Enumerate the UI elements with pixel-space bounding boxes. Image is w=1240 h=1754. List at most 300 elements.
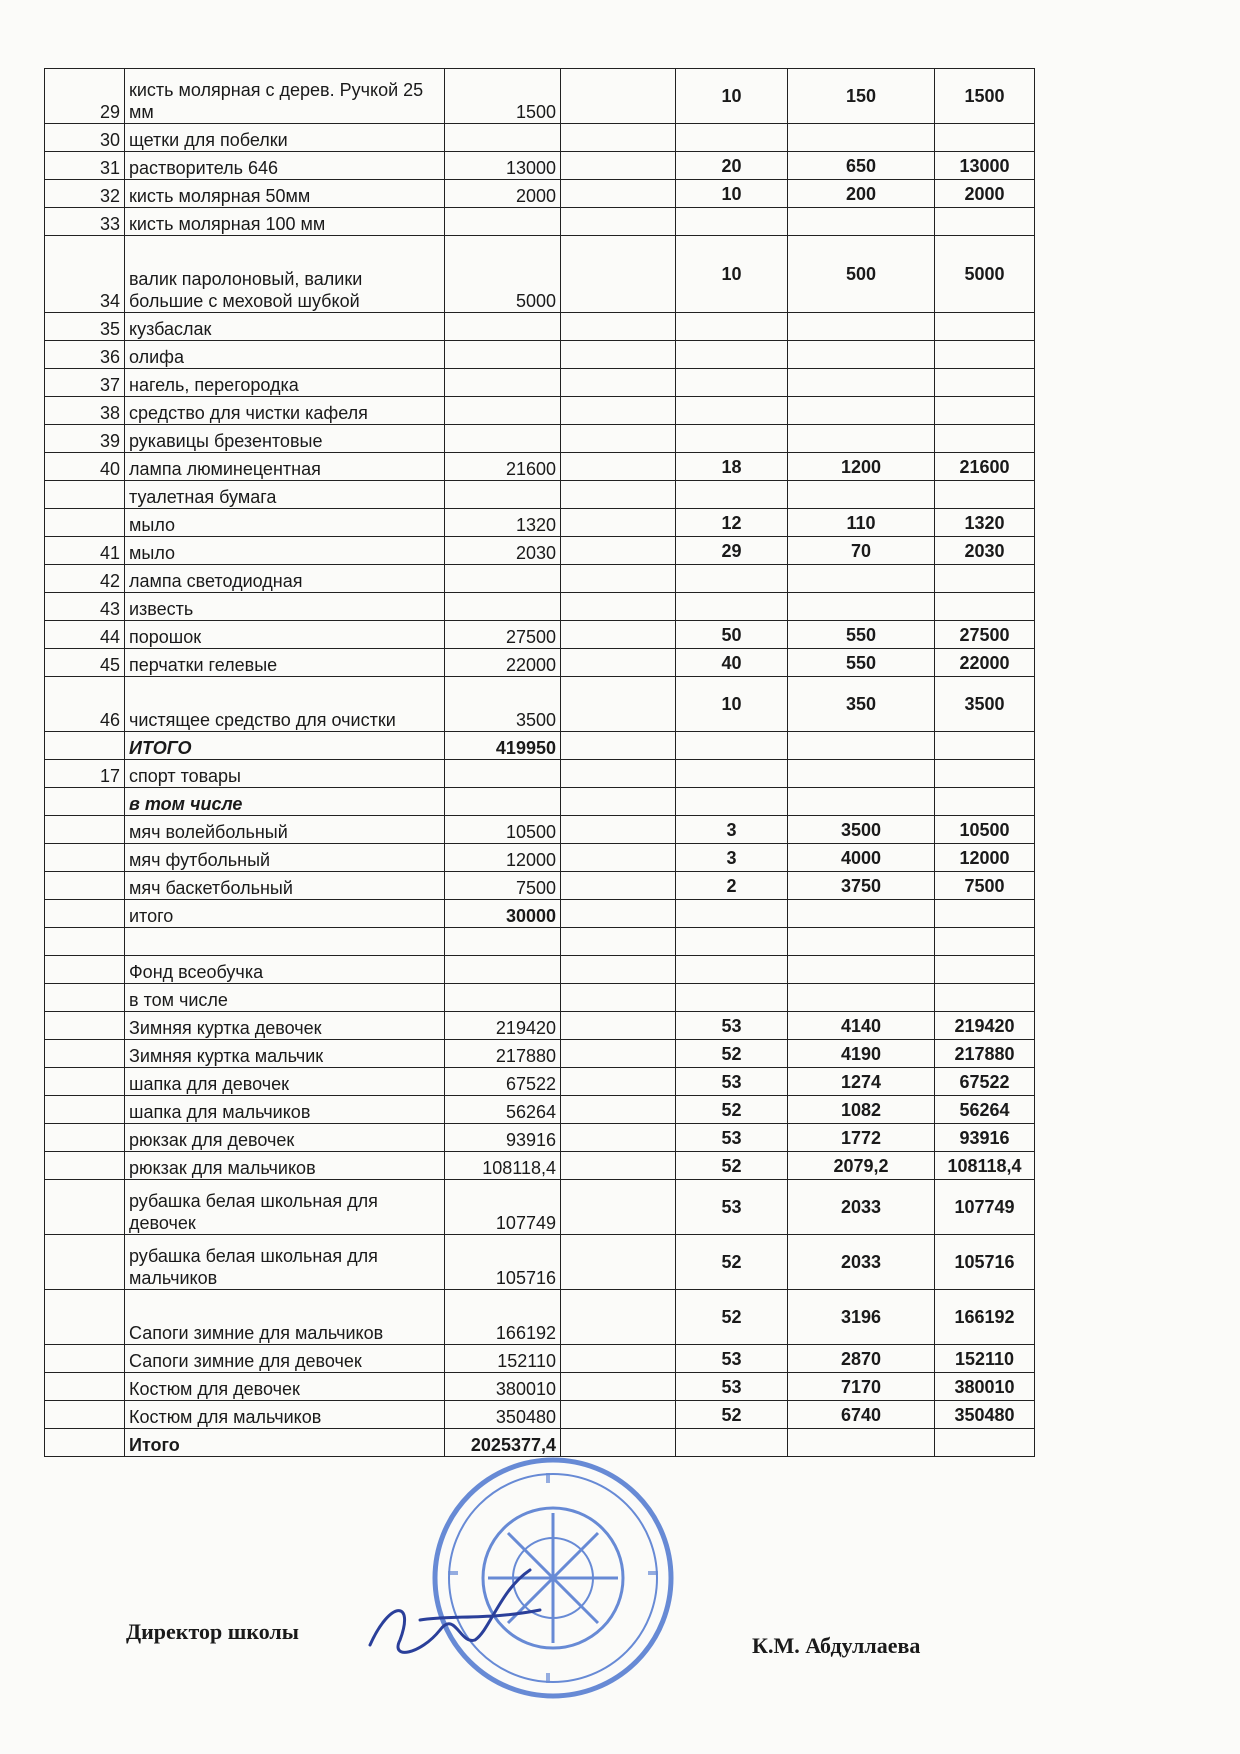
table-row [45,236,1035,313]
quantity-cell: 10 [676,236,788,313]
table-row [45,984,1035,1012]
sum-cell [935,900,1035,928]
item-name-cell: шапка для девочек [125,1068,445,1096]
item-total-cell [445,788,561,816]
empty-cell [561,956,676,984]
row-number-cell [45,1096,125,1124]
sum-cell [935,565,1035,593]
item-name-cell: Сапоги зимние для девочек [125,1345,445,1373]
sum-cell: 22000 [935,649,1035,677]
unit-price-cell: 4000 [788,844,935,872]
item-name-cell: порошок [125,621,445,649]
sum-cell: 1320 [935,509,1035,537]
unit-price-cell [788,313,935,341]
sum-cell: 219420 [935,1012,1035,1040]
empty-cell [561,788,676,816]
unit-price-cell [788,984,935,1012]
empty-cell [561,1040,676,1068]
sum-cell: 108118,4 [935,1152,1035,1180]
item-total-cell: 30000 [445,900,561,928]
sum-cell [935,341,1035,369]
item-name-cell: Сапоги зимние для мальчиков [125,1290,445,1345]
item-name-cell: Итого [125,1429,445,1457]
empty-cell [561,1373,676,1401]
sum-cell: 7500 [935,872,1035,900]
item-total-cell: 12000 [445,844,561,872]
table-row [45,844,1035,872]
empty-cell [561,872,676,900]
unit-price-cell: 200 [788,180,935,208]
item-name-cell: Зимняя куртка девочек [125,1012,445,1040]
empty-cell [561,1235,676,1290]
unit-price-cell [788,900,935,928]
item-name-cell: Костюм для мальчиков [125,1401,445,1429]
empty-cell [561,816,676,844]
item-name-cell: в том числе [125,788,445,816]
table-row [45,180,1035,208]
row-number-cell [45,1373,125,1401]
item-name-cell: рубашка белая школьная для девочек [125,1180,445,1235]
quantity-cell: 20 [676,152,788,180]
sum-cell [935,928,1035,956]
item-total-cell: 5000 [445,236,561,313]
item-name-cell: Зимняя куртка мальчик [125,1040,445,1068]
item-total-cell [445,956,561,984]
item-total-cell: 7500 [445,872,561,900]
row-number-cell [45,1012,125,1040]
item-name-cell: кисть молярная с дерев. Ручкой 25 мм [125,69,445,124]
sum-cell: 56264 [935,1096,1035,1124]
item-total-cell: 166192 [445,1290,561,1345]
signature-block [0,1615,1240,1695]
empty-cell [561,236,676,313]
empty-cell [561,124,676,152]
unit-price-cell [788,369,935,397]
sum-cell [935,760,1035,788]
sum-cell [935,732,1035,760]
item-total-cell: 2025377,4 [445,1429,561,1457]
quantity-cell: 3 [676,816,788,844]
item-total-cell: 105716 [445,1235,561,1290]
unit-price-cell: 3500 [788,816,935,844]
empty-cell [561,369,676,397]
item-name-cell: лампа светодиодная [125,565,445,593]
item-total-cell: 350480 [445,1401,561,1429]
empty-cell [561,1345,676,1373]
row-number-cell [45,1235,125,1290]
sum-cell: 217880 [935,1040,1035,1068]
table-row [45,649,1035,677]
item-name-cell: средство для чистки кафеля [125,397,445,425]
director-label: Директор школы [126,1619,299,1644]
empty-cell [561,1180,676,1235]
item-total-cell: 13000 [445,152,561,180]
row-number-cell: 40 [45,453,125,481]
empty-cell [561,1124,676,1152]
row-number-cell [45,732,125,760]
empty-cell [561,1068,676,1096]
unit-price-cell [788,208,935,236]
quantity-cell: 18 [676,453,788,481]
quantity-cell: 40 [676,649,788,677]
quantity-cell: 53 [676,1345,788,1373]
row-number-cell [45,900,125,928]
unit-price-cell: 6740 [788,1401,935,1429]
row-number-cell: 36 [45,341,125,369]
item-total-cell [445,313,561,341]
table-row [45,872,1035,900]
empty-cell [561,1012,676,1040]
row-number-cell: 45 [45,649,125,677]
item-name-cell: мяч волейбольный [125,816,445,844]
row-number-cell: 44 [45,621,125,649]
table-row [45,1040,1035,1068]
director-name: К.М. Абдуллаева [752,1633,921,1658]
quantity-cell: 53 [676,1068,788,1096]
quantity-cell: 52 [676,1096,788,1124]
sum-cell [935,124,1035,152]
empty-cell [561,900,676,928]
table-row [45,1345,1035,1373]
table-row [45,537,1035,565]
quantity-cell: 3 [676,844,788,872]
empty-cell [561,1096,676,1124]
empty-cell [561,1290,676,1345]
sum-cell [935,1429,1035,1457]
empty-cell [561,537,676,565]
item-total-cell: 419950 [445,732,561,760]
empty-cell [561,565,676,593]
item-name-cell: шапка для мальчиков [125,1096,445,1124]
item-name-cell: спорт товары [125,760,445,788]
unit-price-cell: 2033 [788,1235,935,1290]
quantity-cell: 10 [676,69,788,124]
sum-cell: 12000 [935,844,1035,872]
table-row [45,732,1035,760]
item-total-cell: 56264 [445,1096,561,1124]
quantity-cell: 53 [676,1012,788,1040]
unit-price-cell: 3196 [788,1290,935,1345]
item-name-cell: Фонд всеобучка [125,956,445,984]
table-row [45,152,1035,180]
sum-cell [935,788,1035,816]
item-name-cell: мяч баскетбольный [125,872,445,900]
empty-cell [561,760,676,788]
item-total-cell: 1500 [445,69,561,124]
quantity-cell [676,928,788,956]
sum-cell: 107749 [935,1180,1035,1235]
table-row [45,208,1035,236]
unit-price-cell [788,425,935,453]
item-total-cell: 93916 [445,1124,561,1152]
unit-price-cell [788,593,935,621]
table-row [45,565,1035,593]
item-total-cell: 380010 [445,1373,561,1401]
row-number-cell: 46 [45,677,125,732]
empty-cell [561,208,676,236]
table-row [45,928,1035,956]
unit-price-cell: 1274 [788,1068,935,1096]
empty-cell [561,69,676,124]
sum-cell [935,313,1035,341]
unit-price-cell: 1200 [788,453,935,481]
item-name-cell: мыло [125,537,445,565]
empty-cell [561,397,676,425]
empty-cell [561,928,676,956]
item-total-cell: 2000 [445,180,561,208]
quantity-cell: 10 [676,180,788,208]
row-number-cell [45,844,125,872]
row-number-cell: 39 [45,425,125,453]
unit-price-cell [788,397,935,425]
unit-price-cell [788,732,935,760]
quantity-cell [676,208,788,236]
item-name-cell: кисть молярная 50мм [125,180,445,208]
empty-cell [561,732,676,760]
empty-cell [561,984,676,1012]
quantity-cell: 52 [676,1401,788,1429]
row-number-cell [45,1429,125,1457]
quantity-cell: 52 [676,1152,788,1180]
table-row [45,341,1035,369]
item-total-cell: 1320 [445,509,561,537]
empty-cell [561,509,676,537]
quantity-cell: 53 [676,1124,788,1152]
sum-cell [935,369,1035,397]
item-total-cell: 2030 [445,537,561,565]
row-number-cell: 43 [45,593,125,621]
quantity-cell: 50 [676,621,788,649]
item-total-cell [445,928,561,956]
unit-price-cell [788,956,935,984]
empty-cell [561,341,676,369]
quantity-cell [676,425,788,453]
item-total-cell [445,425,561,453]
unit-price-cell: 650 [788,152,935,180]
sum-cell: 13000 [935,152,1035,180]
row-number-cell [45,481,125,509]
item-total-cell [445,397,561,425]
sum-cell [935,593,1035,621]
item-total-cell [445,208,561,236]
item-name-cell: кисть молярная 100 мм [125,208,445,236]
table-row [45,1124,1035,1152]
unit-price-cell: 4190 [788,1040,935,1068]
row-number-cell [45,1124,125,1152]
table-row [45,369,1035,397]
row-number-cell: 31 [45,152,125,180]
item-total-cell [445,341,561,369]
expense-table [44,68,1035,1457]
sum-cell: 380010 [935,1373,1035,1401]
table-row [45,956,1035,984]
item-total-cell: 219420 [445,1012,561,1040]
sum-cell: 2000 [935,180,1035,208]
table-row [45,1401,1035,1429]
item-name-cell: ИТОГО [125,732,445,760]
table-row [45,124,1035,152]
quantity-cell [676,481,788,509]
unit-price-cell [788,124,935,152]
unit-price-cell [788,481,935,509]
empty-cell [561,1152,676,1180]
unit-price-cell: 110 [788,509,935,537]
item-total-cell: 67522 [445,1068,561,1096]
table-row [45,397,1035,425]
empty-cell [561,481,676,509]
row-number-cell [45,984,125,1012]
quantity-cell [676,341,788,369]
item-name-cell: рукавицы брезентовые [125,425,445,453]
row-number-cell [45,872,125,900]
item-name-cell: чистящее средство для очистки [125,677,445,732]
row-number-cell [45,816,125,844]
table-row [45,481,1035,509]
row-number-cell [45,928,125,956]
quantity-cell [676,984,788,1012]
empty-cell [561,425,676,453]
empty-cell [561,453,676,481]
row-number-cell: 42 [45,565,125,593]
unit-price-cell: 1082 [788,1096,935,1124]
sum-cell: 21600 [935,453,1035,481]
table-row [45,788,1035,816]
table-row [45,816,1035,844]
row-number-cell: 41 [45,537,125,565]
empty-cell [561,593,676,621]
quantity-cell: 2 [676,872,788,900]
quantity-cell [676,593,788,621]
row-number-cell [45,956,125,984]
quantity-cell: 53 [676,1180,788,1235]
sum-cell: 1500 [935,69,1035,124]
table-row [45,1068,1035,1096]
item-total-cell [445,369,561,397]
unit-price-cell: 550 [788,649,935,677]
empty-cell [561,152,676,180]
table-row [45,760,1035,788]
row-number-cell: 33 [45,208,125,236]
item-total-cell [445,984,561,1012]
item-name-cell: валик паролоновый, валики большие с меховой шубкой [125,236,445,313]
unit-price-cell [788,760,935,788]
unit-price-cell: 150 [788,69,935,124]
sum-cell: 350480 [935,1401,1035,1429]
item-total-cell: 21600 [445,453,561,481]
empty-cell [561,1401,676,1429]
row-number-cell: 37 [45,369,125,397]
table-row [45,509,1035,537]
row-number-cell [45,1152,125,1180]
item-name-cell: перчатки гелевые [125,649,445,677]
sum-cell: 152110 [935,1345,1035,1373]
sum-cell [935,956,1035,984]
sum-cell: 3500 [935,677,1035,732]
unit-price-cell: 350 [788,677,935,732]
expense-table-body [45,69,1035,1457]
table-row [45,1152,1035,1180]
empty-cell [561,313,676,341]
table-row [45,1290,1035,1345]
unit-price-cell: 4140 [788,1012,935,1040]
row-number-cell [45,1068,125,1096]
document-sheet [44,68,1034,1457]
unit-price-cell: 70 [788,537,935,565]
sum-cell [935,481,1035,509]
item-total-cell: 108118,4 [445,1152,561,1180]
table-row [45,1373,1035,1401]
item-total-cell [445,565,561,593]
table-row [45,453,1035,481]
quantity-cell: 52 [676,1290,788,1345]
quantity-cell: 52 [676,1040,788,1068]
row-number-cell: 35 [45,313,125,341]
row-number-cell [45,788,125,816]
item-name-cell: рюкзак для мальчиков [125,1152,445,1180]
row-number-cell [45,1180,125,1235]
item-name-cell: туалетная бумага [125,481,445,509]
sum-cell [935,984,1035,1012]
item-name-cell: олифа [125,341,445,369]
quantity-cell [676,397,788,425]
row-number-cell: 32 [45,180,125,208]
quantity-cell [676,956,788,984]
unit-price-cell [788,1429,935,1457]
table-row [45,593,1035,621]
quantity-cell [676,124,788,152]
row-number-cell: 34 [45,236,125,313]
quantity-cell: 52 [676,1235,788,1290]
table-row [45,1096,1035,1124]
table-row [45,313,1035,341]
unit-price-cell [788,928,935,956]
item-total-cell: 152110 [445,1345,561,1373]
item-name-cell: Костюм для девочек [125,1373,445,1401]
item-total-cell [445,593,561,621]
unit-price-cell: 2870 [788,1345,935,1373]
empty-cell [561,621,676,649]
item-name-cell [125,928,445,956]
unit-price-cell [788,788,935,816]
quantity-cell [676,732,788,760]
empty-cell [561,844,676,872]
item-name-cell: в том числе [125,984,445,1012]
item-total-cell: 22000 [445,649,561,677]
row-number-cell: 30 [45,124,125,152]
quantity-cell [676,313,788,341]
table-row [45,69,1035,124]
table-row [45,1180,1035,1235]
unit-price-cell: 7170 [788,1373,935,1401]
item-total-cell: 27500 [445,621,561,649]
item-total-cell: 107749 [445,1180,561,1235]
unit-price-cell: 500 [788,236,935,313]
item-total-cell [445,760,561,788]
unit-price-cell: 1772 [788,1124,935,1152]
item-name-cell: мыло [125,509,445,537]
table-row [45,425,1035,453]
sum-cell: 2030 [935,537,1035,565]
quantity-cell: 53 [676,1373,788,1401]
item-name-cell: рюкзак для девочек [125,1124,445,1152]
quantity-cell [676,369,788,397]
sum-cell [935,208,1035,236]
sum-cell: 166192 [935,1290,1035,1345]
row-number-cell [45,1040,125,1068]
sum-cell: 5000 [935,236,1035,313]
table-row [45,677,1035,732]
item-name-cell: рубашка белая школьная для мальчиков [125,1235,445,1290]
